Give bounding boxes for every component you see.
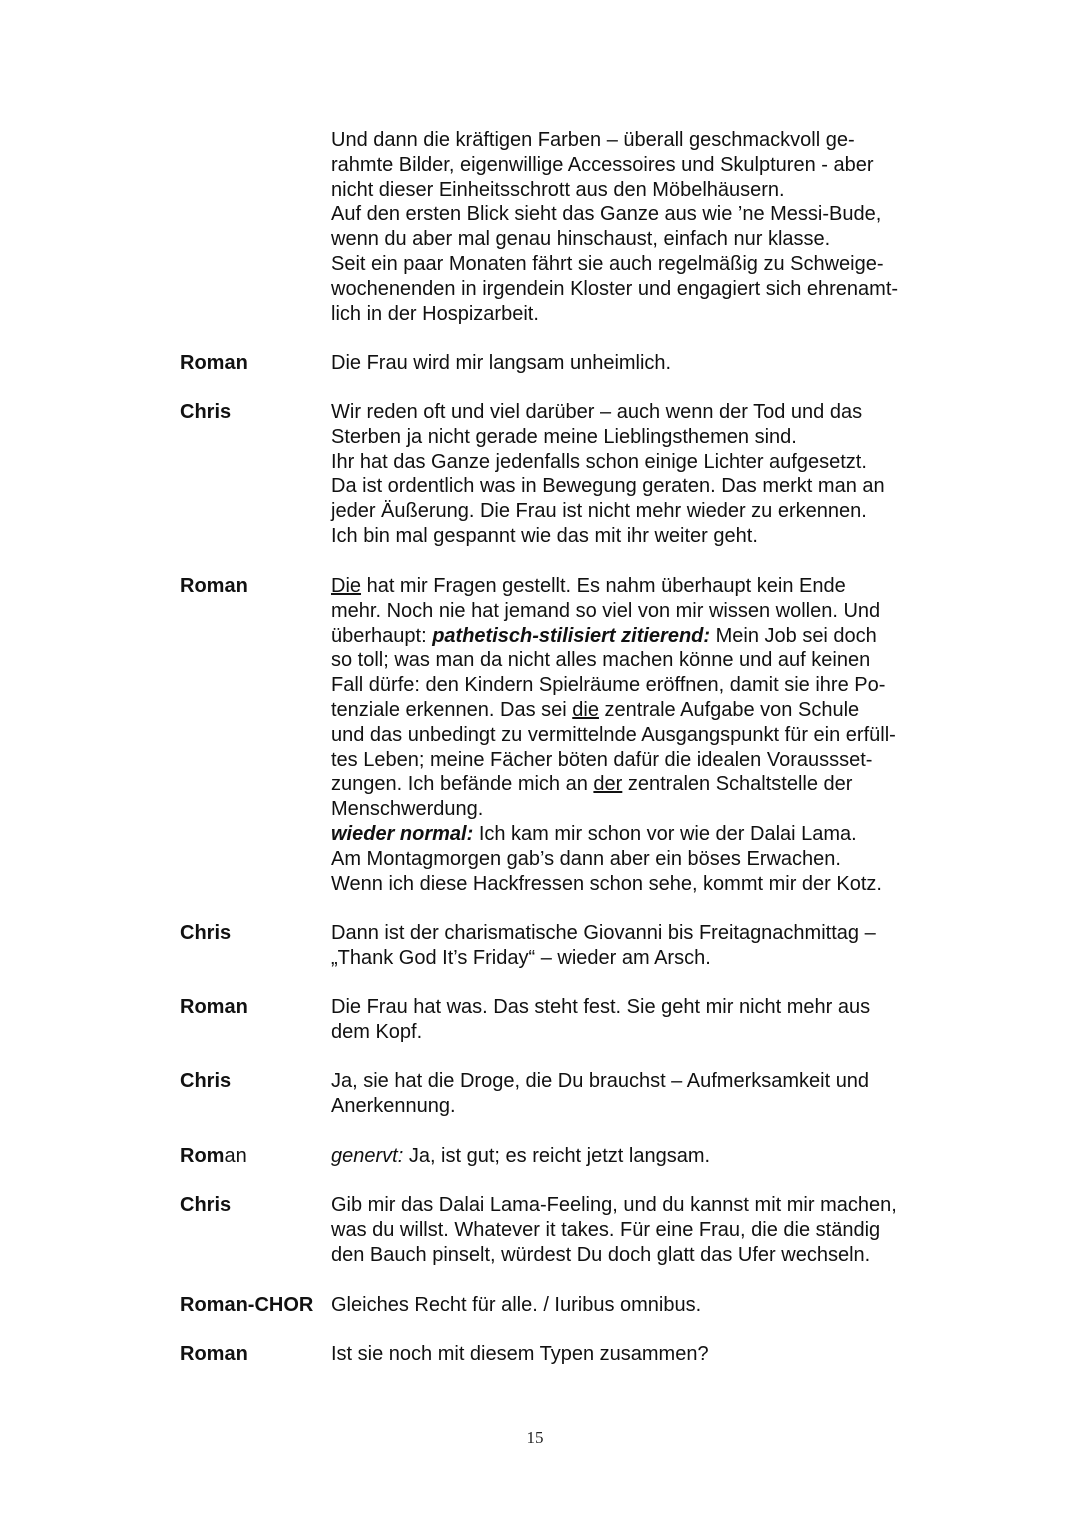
- text-line: Ja, sie hat die Droge, die Du brauchst – Aufmerksamkeit und: [331, 1070, 870, 1092]
- text-line: Wir reden oft und viel darüber – auch wenn der Tod und das: [331, 401, 863, 423]
- intro-text: [331, 128, 971, 326]
- text-line: [331, 1144, 971, 1169]
- text-line: rahmte Bilder, eigenwillige Accessoires und Skulpturen - aber: [331, 153, 874, 176]
- stage-direction: wieder normal:: [331, 822, 474, 845]
- dialogue-text: [331, 400, 971, 549]
- text-line: Gleiches Recht für alle. / Iuribus omnibus.: [331, 1294, 702, 1316]
- speaker-name: [180, 1144, 247, 1169]
- text-line: Am Montagmorgen gab’s dann aber ein böses Erwachen.: [331, 847, 841, 870]
- emphasis-underline: der: [593, 773, 623, 796]
- text-line: Seit ein paar Monaten fährt sie auch regelmäßig zu Schweige-: [331, 252, 884, 275]
- speaker-name-regular-part: an: [224, 1145, 247, 1167]
- dialogue-text: [331, 1193, 971, 1267]
- dialogue-text: [331, 1293, 971, 1318]
- emphasis-underline: die: [572, 698, 599, 721]
- text-line: jeder Äußerung. Die Frau ist nicht mehr wieder zu erkennen.: [331, 500, 867, 523]
- text-line: tes Leben; meine Fächer böten dafür die idealen Voraussset-: [331, 748, 873, 771]
- text-span: Ich kam mir schon vor wie der Dalai Lama.: [473, 822, 857, 845]
- page-number: 15: [526, 1428, 544, 1447]
- dialogue-text: [331, 1069, 971, 1119]
- text-line: Fall dürfe: den Kindern Spielräume eröffnen, damit sie ihre Po-: [331, 674, 886, 697]
- text-line: [331, 698, 971, 723]
- text-line: Wenn ich diese Hackfressen schon sehe, kommt mir der Kotz.: [331, 872, 882, 895]
- dialogue-text: [331, 921, 971, 971]
- speaker-name: Chris: [180, 922, 232, 944]
- text-line: wenn du aber mal genau hinschaust, einfach nur klasse.: [331, 228, 831, 251]
- dialogue-text: [331, 574, 971, 896]
- text-line: was du willst. Whatever it takes. Für eine Frau, die die ständig: [331, 1218, 881, 1241]
- stage-direction: genervt:: [331, 1145, 404, 1167]
- text-line: mehr. Noch nie hat jemand so viel von mir wissen wollen. Und: [331, 599, 881, 622]
- text-line: Ihr hat das Ganze jedenfalls schon einige Lichter aufgesetzt.: [331, 450, 867, 473]
- text-line: Gib mir das Dalai Lama-Feeling, und du kannst mit mir machen,: [331, 1194, 897, 1216]
- text-line: [331, 822, 971, 847]
- speaker-name: Chris: [180, 401, 232, 423]
- text-line: Da ist ordentlich was in Bewegung geraten. Das merkt man an: [331, 475, 885, 498]
- text-line: Und dann die kräftigen Farben – überall geschmackvoll ge-: [331, 129, 855, 151]
- text-line: den Bauch pinselt, würdest Du doch glatt das Ufer wechseln.: [331, 1243, 871, 1266]
- text-span: zentrale Aufgabe von Schule: [598, 698, 860, 721]
- text-span: tenziale erkennen. Das sei: [331, 698, 573, 721]
- text-span: zungen. Ich befände mich an: [331, 773, 594, 796]
- speaker-name: Roman: [180, 575, 248, 597]
- speaker-name: Roman: [180, 352, 248, 374]
- text-span: Mein Job sei doch: [710, 624, 877, 647]
- text-line: Anerkennung.: [331, 1094, 456, 1117]
- dialogue-text: [331, 1144, 971, 1169]
- text-line: und das unbedingt zu vermittelnde Ausgangspunkt für ein erfüll-: [331, 723, 896, 746]
- speaker-name: Roman: [180, 996, 248, 1018]
- emphasis-underline: Die: [331, 575, 362, 597]
- text-line: [331, 624, 971, 649]
- text-line: Sterben ja nicht gerade meine Lieblingsthemen sind.: [331, 425, 797, 448]
- stage-direction: pathetisch-stilisiert zitierend:: [432, 624, 711, 647]
- text-line: nicht dieser Einheitsschrott aus den Möbelhäusern.: [331, 178, 785, 201]
- text-line: wochenenden in irgendein Kloster und engagiert sich ehrenamt-: [331, 277, 899, 300]
- text-line: lich in der Hospizarbeit.: [331, 302, 539, 325]
- speaker-name: Chris: [180, 1070, 232, 1092]
- text-line: [331, 772, 971, 797]
- text-line: so toll; was man da nicht alles machen könne und auf keinen: [331, 649, 871, 672]
- speaker-name-bold-part: Rom: [180, 1145, 225, 1167]
- speaker-name: Chris: [180, 1194, 232, 1216]
- text-line: Die Frau hat was. Das steht fest. Sie geht mir nicht mehr aus: [331, 996, 871, 1018]
- text-span: überhaupt:: [331, 624, 433, 647]
- speaker-name: Roman-CHOR: [180, 1294, 314, 1316]
- text-line: Auf den ersten Blick sieht das Ganze aus wie ’ne Messi-Bude,: [331, 203, 882, 226]
- text-line: dem Kopf.: [331, 1020, 423, 1043]
- dialogue-text: [331, 1342, 971, 1367]
- text-span: zentralen Schaltstelle der: [622, 773, 853, 796]
- text-line: Dann ist der charismatische Giovanni bis Freitagnachmittag –: [331, 922, 876, 944]
- text-span: Ja, ist gut; es reicht jetzt langsam.: [403, 1145, 711, 1167]
- text-line: Ist sie noch mit diesem Typen zusammen?: [331, 1343, 709, 1365]
- text-line: Ich bin mal gespannt wie das mit ihr weiter geht.: [331, 524, 758, 547]
- text-span: hat mir Fragen gestellt. Es nahm überhaupt kein Ende: [361, 575, 846, 597]
- dialogue-text: [331, 995, 971, 1045]
- text-line: Menschwerdung.: [331, 798, 484, 821]
- text-line: „Thank God It’s Friday“ – wieder am Arsch.: [331, 946, 711, 969]
- dialogue-text: [331, 351, 971, 376]
- speaker-name: Roman: [180, 1343, 248, 1365]
- text-line: Die Frau wird mir langsam unheimlich.: [331, 352, 672, 374]
- text-line: [331, 574, 971, 599]
